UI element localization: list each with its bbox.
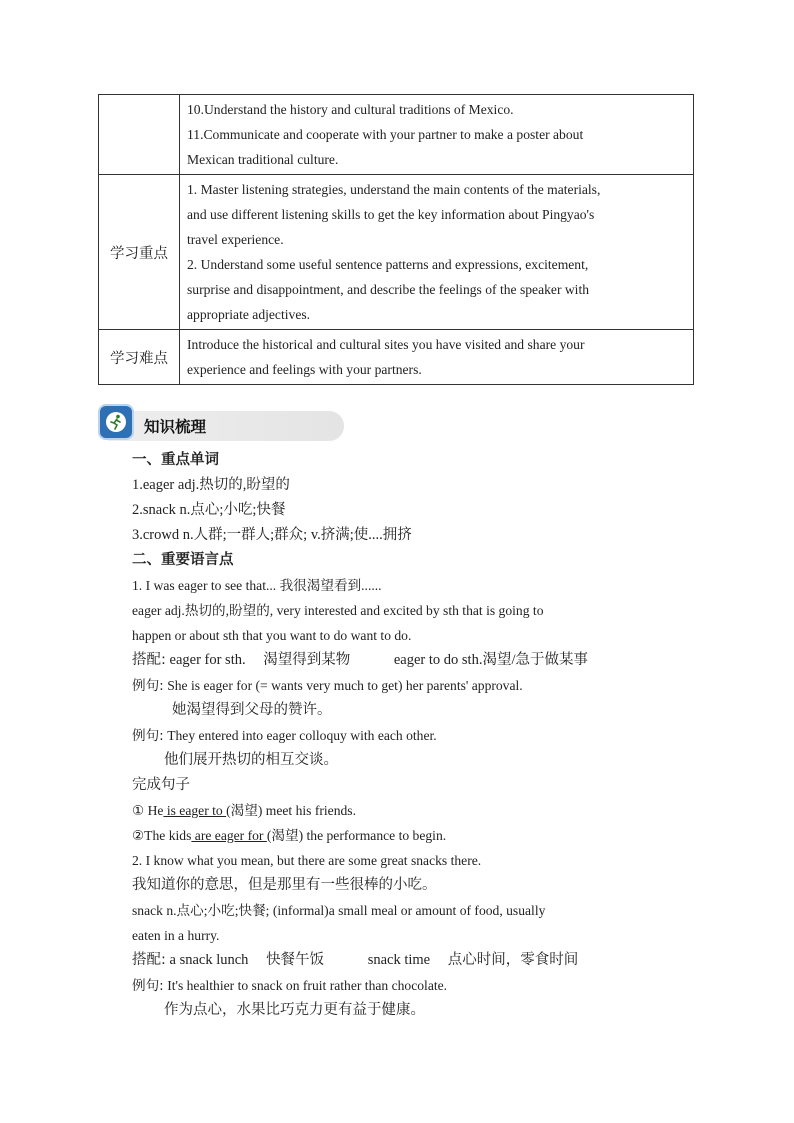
text-line: 2. Understand some useful sentence patterns and expressions, excitement, [187,257,589,272]
collocation-a-cn: 快餐午饭 [266,952,325,968]
text-line: 11.Communicate and cooperate with your partner to make a poster about [187,127,584,142]
text-line: appropriate adjectives. [187,307,311,322]
exercise-answer: is eager to [163,803,227,818]
definition-line: happen or about sth that you want to do want to do. [132,628,412,643]
runner-icon [106,412,126,432]
example-translation: 他们展开热切的相互交谈。 [164,752,338,768]
row-content [180,95,694,175]
collocation-b: snack time [367,952,431,968]
definition-line: snack n.点心;小吃;快餐; (informal)a small meal or amount of food, usually [132,903,546,918]
exercise-sentence [132,798,672,823]
exercise-sentence [132,823,672,848]
collocation-a-cn: 渴望得到某物 [263,652,351,668]
table-row [99,175,694,330]
word-item: 3.crowd n.人群;一群人;群众; v.挤满;使....拥挤 [132,527,412,543]
text-line: Mexican traditional culture. [187,152,339,167]
collocation-label: 搭配: [132,952,166,968]
definition-line: eaten in a hurry. [132,928,220,943]
example-line [132,723,672,748]
example-text: She is eager for (= wants very much to get) her parents' approval. [167,678,523,693]
row-content [180,175,694,330]
point-title-translation: 我知道你的意思，但是那里有一些很棒的小吃。 [132,877,437,893]
example-line [132,673,672,698]
example-text: They entered into eager colloquy with each other. [167,728,437,743]
row-content [180,330,694,385]
definition-line: eager adj.热切的,盼望的, very interested and excited by sth that is going to [132,603,544,618]
example-label: 例句: [132,678,164,694]
example-line [132,973,672,998]
point-title: 2. I know what you mean, but there are some great snacks there. [132,853,482,868]
example-label: 例句: [132,728,164,744]
section-title: 知识梳理 [144,418,207,436]
exercise-suffix: (渴望) meet his friends. [226,803,356,818]
text-line: surprise and disappointment, and describe the feelings of the speaker with [187,282,590,297]
heading-key-words: 一、重点单词 [132,452,219,468]
exercise-heading: 完成句子 [132,777,190,793]
collocation-a: a snack lunch [169,952,249,968]
text-line: Introduce the historical and cultural sites you have visited and share your [187,337,585,352]
point-title: 1. I was eager to see that... 我很渴望看到...... [132,578,382,593]
text-line: 1. Master listening strategies, understand the main contents of the materials, [187,182,601,197]
collocation-b: eager to do sth.渴望/急于做某事 [393,652,588,668]
text-line: 10.Understand the history and cultural traditions of Mexico. [187,102,514,117]
exercise-suffix: (渴望) the performance to begin. [266,828,447,843]
table-row [99,95,694,175]
table-row [99,330,694,385]
collocation-line [132,648,672,673]
collocation-b-cn: 点心时间，零食时间 [447,952,579,968]
section-banner [108,411,344,441]
example-label: 例句: [132,978,164,994]
objectives-table [98,94,694,385]
row-label-key-points: 学习重点 [99,175,180,330]
row-label-difficulties: 学习难点 [99,330,180,385]
collocation-label: 搭配: [132,652,166,668]
exercise-prefix: ②The kids [132,828,192,843]
heading-language-points: 二、重要语言点 [132,552,234,568]
exercise-prefix: ① He [132,803,164,818]
word-item: 2.snack n.点心;小吃;快餐 [132,502,286,518]
collocation-a: eager for sth. [169,652,246,668]
text-line: experience and feelings with your partners. [187,362,422,377]
example-translation: 作为点心，水果比巧克力更有益于健康。 [164,1002,425,1018]
example-translation: 她渴望得到父母的赞许。 [172,702,332,718]
content-body [132,448,672,1023]
example-text: It's healthier to snack on fruit rather than chocolate. [167,978,448,993]
section-badge [98,404,134,440]
collocation-line [132,948,672,973]
text-line: and use different listening skills to get the key information about Pingyao's [187,207,595,222]
exercise-answer: are eager for [191,828,267,843]
text-line: travel experience. [187,232,284,247]
word-item: 1.eager adj.热切的,盼望的 [132,477,290,493]
row-label [99,95,180,175]
